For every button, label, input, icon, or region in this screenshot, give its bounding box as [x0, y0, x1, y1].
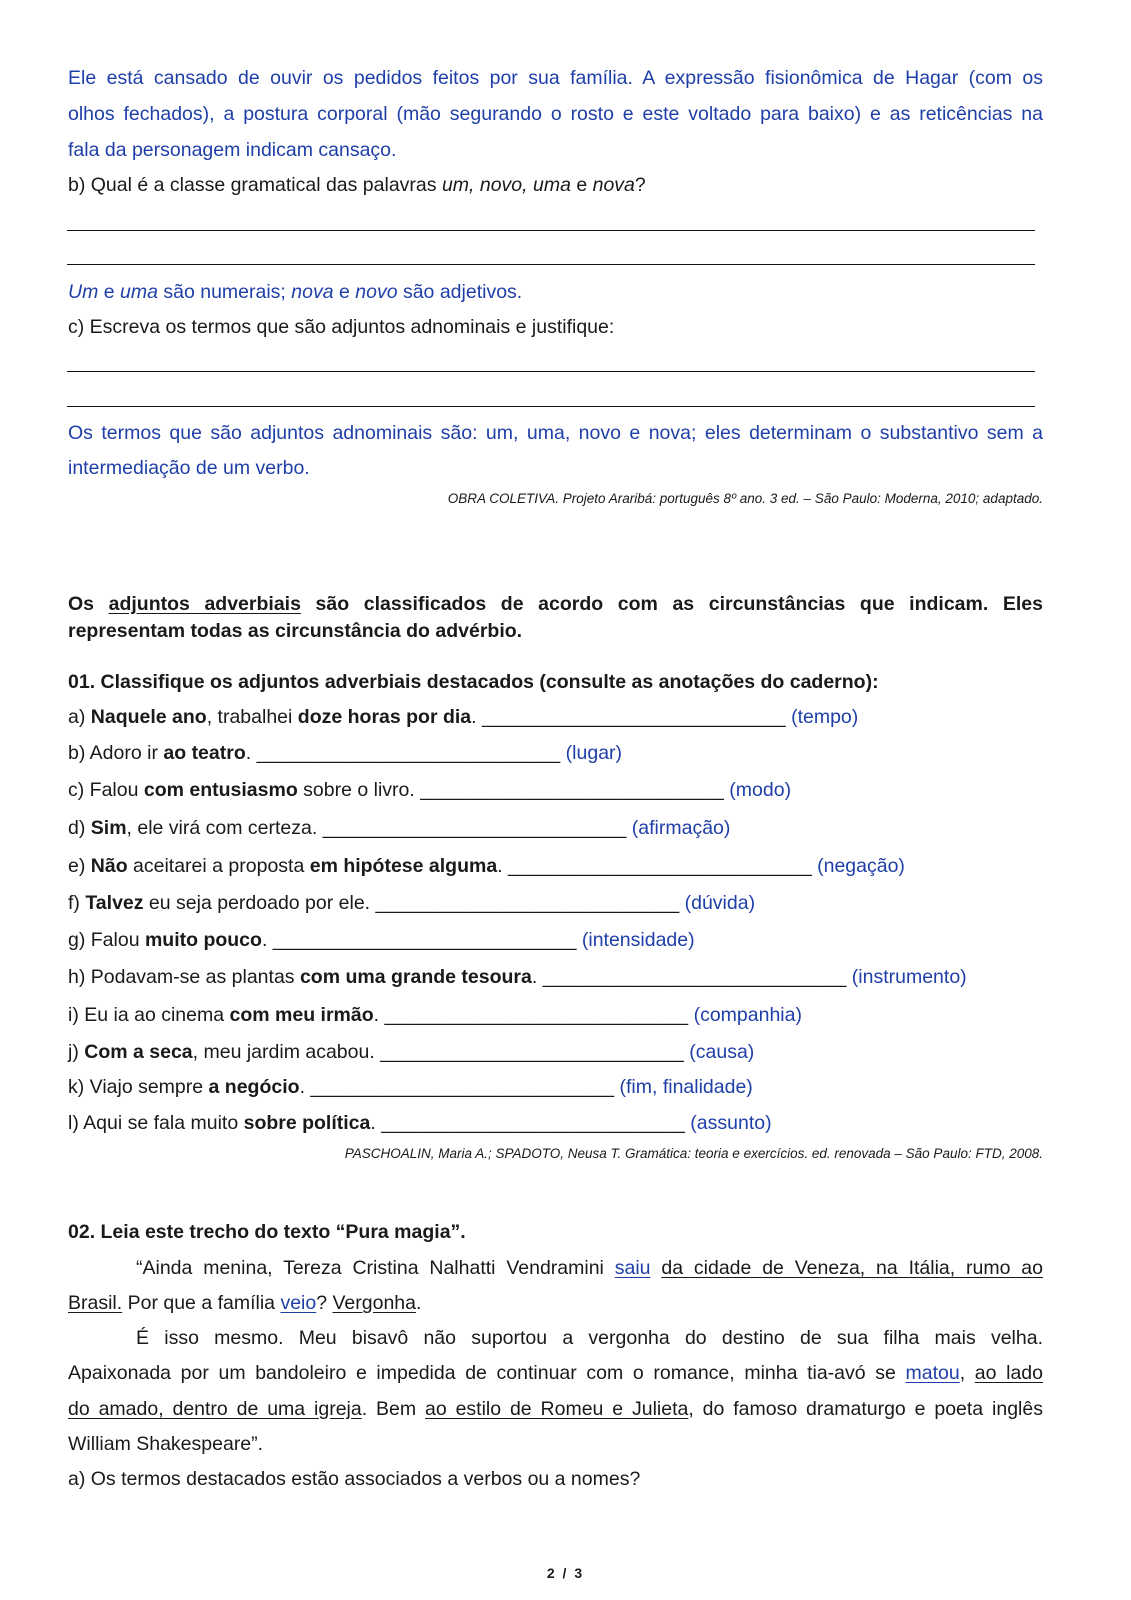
item-text: h) Podavam-se as plantas: [68, 966, 300, 988]
item-text: .: [245, 742, 257, 764]
item-bold-term: a negócio: [208, 1076, 300, 1098]
answer-blank: ____________________________: [380, 1041, 684, 1063]
item-text: j): [68, 1041, 85, 1063]
item-bold-term: com uma grande tesoura: [299, 966, 532, 988]
item-bold-term: ao teatro: [163, 742, 246, 764]
answer-blank: ____________________________: [310, 1076, 615, 1098]
item-bold-term: Talvez: [85, 892, 144, 914]
item-text: , trabalhei: [206, 706, 298, 728]
section-intro-line-2: representam todas as circunstância do advérbio.: [68, 620, 523, 642]
item-text: f): [68, 892, 86, 914]
answer-rule: [67, 264, 1035, 265]
excerpt-text: , do famoso dramaturgo e poeta inglês: [688, 1398, 1043, 1420]
answer-text: e: [98, 281, 121, 303]
source-citation: OBRA COLETIVA. Projeto Araribá: português 8º ano. 3 ed. – São Paulo: Moderna, 2010; adaptado.: [447, 491, 1043, 506]
excerpt-text: ?: [316, 1292, 333, 1314]
item-answer: (modo): [723, 779, 792, 801]
excerpt-text: Por que a família: [122, 1292, 281, 1314]
intro-answer-line-2: olhos fechados), a postura corporal (mão segurando o rosto e este voltado para baixo) e as reticências na: [68, 103, 1043, 125]
item-answer: (causa): [683, 1041, 755, 1063]
page-number: 2 / 3: [546, 1565, 585, 1581]
answer-text: são numerais;: [157, 281, 292, 303]
excerpt-text: “Ainda menina, Tereza Cristina Nalhatti Vendramini: [136, 1257, 615, 1279]
answer-blank: ____________________________: [322, 817, 627, 839]
item-bold-term: em hipótese alguma: [309, 855, 498, 877]
highlighted-term: Vergonha: [332, 1292, 416, 1314]
item-text: .: [299, 1076, 311, 1098]
item-answer: (negação): [811, 855, 905, 877]
excerpt-text: [651, 1257, 662, 1279]
excerpt-line-4: [68, 1361, 1043, 1385]
answer-blank: ____________________________: [508, 855, 812, 877]
highlighted-term: ao lado: [974, 1362, 1043, 1384]
answer-rule: [67, 406, 1035, 407]
question-b-words: um, novo, uma: [441, 174, 571, 196]
item-bold-term: Não: [90, 855, 128, 877]
item-answer: (tempo): [785, 706, 859, 728]
excerpt-line-3: É isso mesmo. Meu bisavô não suportou a vergonha do destino de sua filha mais velha.: [136, 1327, 1043, 1349]
exercise-01-title: 01. Classifique os adjuntos adverbiais destacados (consulte as anotações do caderno):: [68, 671, 879, 693]
item-answer: (afirmação): [626, 817, 731, 839]
question-b: [68, 173, 1043, 197]
item-answer: (intensidade): [576, 929, 695, 951]
exercise-item: [68, 705, 1043, 729]
question-c: c) Escreva os termos que são adjuntos adnominais e justifique:: [68, 316, 615, 338]
answer-blank: ____________________________: [272, 929, 577, 951]
question-b-end: ?: [634, 174, 646, 196]
section-intro-line-1: [68, 592, 1043, 616]
item-text: l) Aqui se fala muito: [68, 1112, 244, 1134]
item-bold-term: com meu irmão: [229, 1004, 374, 1026]
item-text: k) Viajo sempre: [68, 1076, 209, 1098]
exercise-item: [68, 816, 1043, 840]
item-answer: (dúvida): [679, 892, 756, 914]
answer-blank: ____________________________: [384, 1004, 689, 1026]
highlighted-term: do amado, dentro de uma igreja: [68, 1398, 362, 1420]
answer-blank: ____________________________: [375, 892, 680, 914]
excerpt-text: Apaixonada por um bandoleiro e impedida de continuar com o romance, minha tia-avó se: [68, 1362, 906, 1384]
section-intro-pre: Os: [68, 593, 109, 615]
question-b-mid: e: [570, 174, 593, 196]
excerpt-text: ,: [959, 1362, 975, 1384]
item-text: a): [68, 706, 91, 728]
item-answer: (lugar): [560, 742, 623, 764]
exercise-item: [68, 928, 1043, 952]
answer-rule: [67, 230, 1035, 231]
item-text: .: [370, 1112, 382, 1134]
item-bold-term: com entusiasmo: [143, 779, 298, 801]
highlighted-term: saiu: [614, 1257, 651, 1279]
source-citation: PASCHOALIN, Maria A.; SPADOTO, Neusa T. Gramática: teoria e exercícios. ed. renovada – São Paulo: FTD, 2008.: [344, 1146, 1043, 1161]
item-text: .: [471, 706, 482, 728]
answer-word: Um: [68, 281, 99, 303]
exercise-item: [68, 854, 1043, 878]
section-intro-rest: são classificados de acordo com as circunstâncias que indicam. Eles: [300, 593, 1043, 615]
highlighted-term: Brasil.: [68, 1292, 123, 1314]
highlighted-term: da cidade de Veneza, na Itália, rumo ao: [661, 1257, 1043, 1279]
item-text: sobre o livro.: [297, 779, 421, 801]
answer-blank: ____________________________: [542, 966, 847, 988]
answer-blank: ____________________________: [420, 779, 724, 801]
highlighted-term: veio: [280, 1292, 317, 1314]
exercise-item: [68, 741, 1043, 765]
answer-word: novo: [355, 281, 398, 303]
exercise-item: [68, 1075, 1043, 1099]
exercise-item: [68, 891, 1043, 915]
exercise-item: [68, 778, 1043, 802]
question-b-answer: [68, 280, 1043, 304]
item-text: , meu jardim acabou.: [192, 1041, 381, 1063]
item-text: e): [68, 855, 91, 877]
intro-answer-line-3: fala da personagem indicam cansaço.: [68, 139, 397, 161]
excerpt-text: .: [415, 1292, 422, 1314]
excerpt-line-2: [68, 1291, 1043, 1315]
item-bold-term: Com a seca: [84, 1041, 193, 1063]
exercise-item: [68, 1040, 1043, 1064]
question-b-last-word: nova: [592, 174, 635, 196]
answer-word: nova: [291, 281, 334, 303]
highlighted-term: matou: [905, 1362, 960, 1384]
item-bold-term: muito pouco: [144, 929, 262, 951]
section-term: adjuntos adverbiais: [108, 593, 301, 615]
exercise-02-title: 02. Leia este trecho do texto “Pura magia”.: [68, 1221, 466, 1243]
exercise-item: [68, 1111, 1043, 1135]
item-answer: (assunto): [684, 1112, 772, 1134]
item-text: aceitarei a proposta: [127, 855, 310, 877]
item-text: , ele virá com certeza.: [126, 817, 323, 839]
excerpt-text: . Bem: [361, 1398, 425, 1420]
item-text: c) Falou: [68, 779, 144, 801]
item-bold-term: Sim: [90, 817, 127, 839]
excerpt-line-6: William Shakespeare”.: [68, 1433, 264, 1455]
item-text: .: [373, 1004, 385, 1026]
answer-rule: [67, 371, 1035, 372]
intro-answer-line-1: Ele está cansado de ouvir os pedidos feitos por sua família. A expressão fisionômica de Hagar (com os: [68, 67, 1043, 89]
exercise-item: [68, 1003, 1043, 1027]
answer-blank: ____________________________: [381, 1112, 685, 1134]
question-b-prefix: b) Qual é a classe gramatical das palavras: [68, 174, 442, 196]
item-answer: (fim, finalidade): [614, 1076, 753, 1098]
highlighted-term: ao estilo de Romeu e Julieta: [425, 1398, 689, 1420]
item-bold-term: sobre política: [243, 1112, 371, 1134]
answer-text: e: [333, 281, 356, 303]
item-bold-term: Naquele ano: [90, 706, 207, 728]
item-answer: (companhia): [688, 1004, 802, 1026]
item-text: .: [261, 929, 273, 951]
item-bold-term: doze horas por dia: [297, 706, 472, 728]
excerpt-line-1: [68, 1256, 1043, 1280]
excerpt-line-5: [68, 1397, 1043, 1421]
answer-blank: ____________________________: [256, 742, 561, 764]
question-c-answer-line-1: Os termos que são adjuntos adnominais são: um, uma, novo e nova; eles determinam o substantivo sem a: [68, 422, 1043, 444]
answer-blank: ____________________________: [481, 706, 786, 728]
item-text: i) Eu ia ao cinema: [68, 1004, 230, 1026]
item-text: eu seja perdoado por ele.: [143, 892, 376, 914]
item-text: g) Falou: [68, 929, 145, 951]
item-answer: (instrumento): [846, 966, 967, 988]
answer-word: uma: [120, 281, 158, 303]
question-c-answer-line-2: intermediação de um verbo.: [68, 457, 310, 479]
item-text: .: [497, 855, 509, 877]
exercise-item: [68, 965, 1043, 989]
item-text: b) Adoro ir: [68, 742, 164, 764]
answer-text: são adjetivos.: [397, 281, 523, 303]
item-text: .: [531, 966, 543, 988]
exercise-02-question-a: a) Os termos destacados estão associados a verbos ou a nomes?: [68, 1468, 641, 1490]
item-text: d): [68, 817, 91, 839]
